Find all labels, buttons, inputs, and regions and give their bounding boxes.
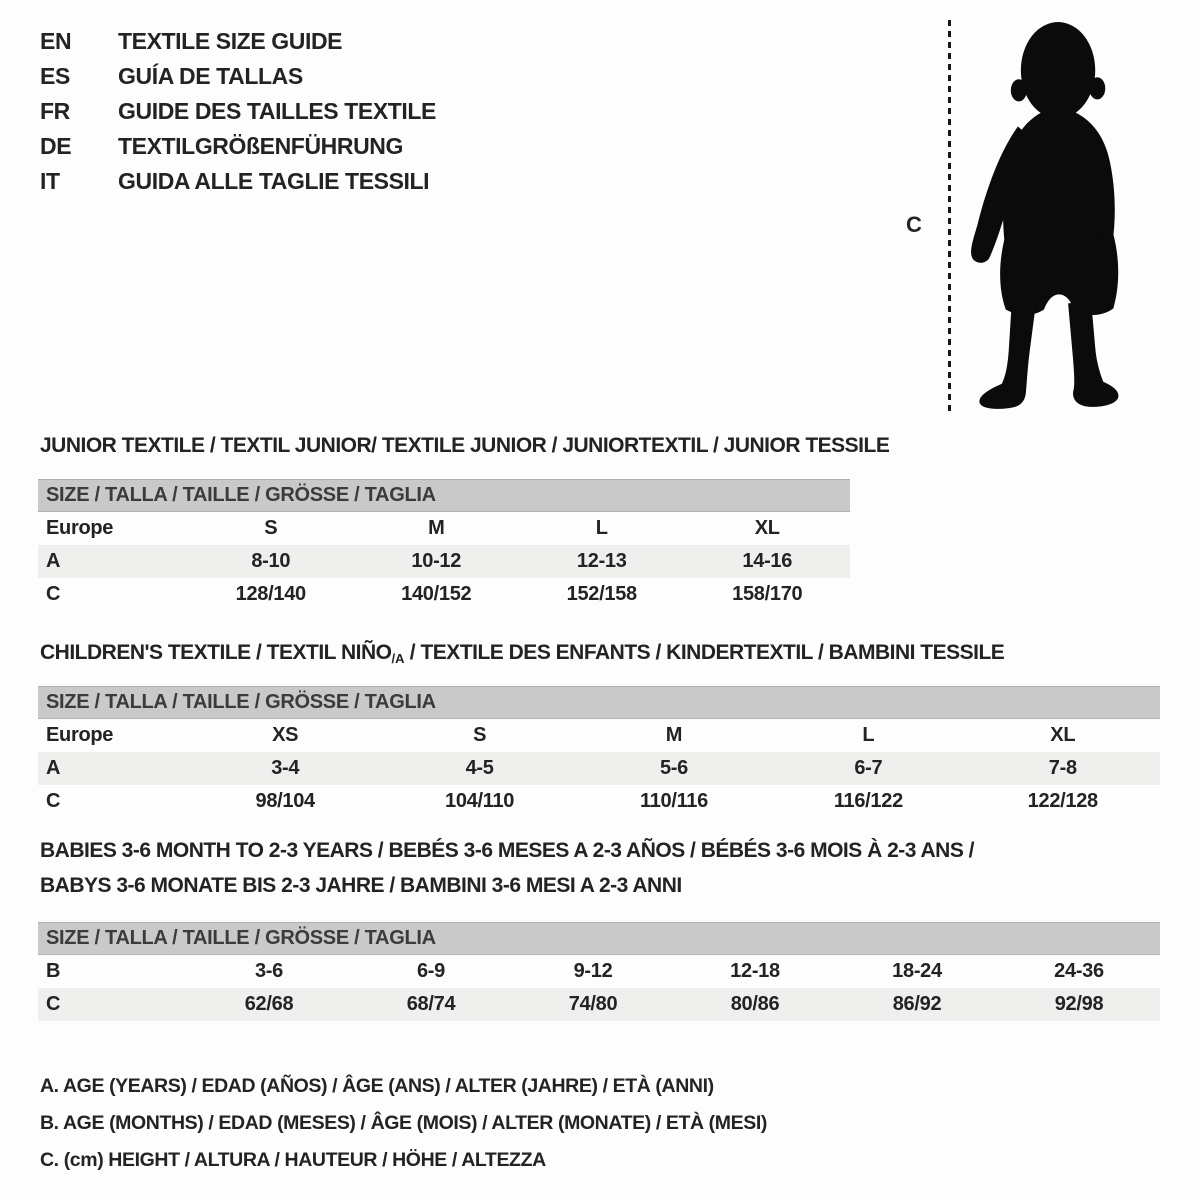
children-title-main: CHILDREN'S TEXTILE / TEXTIL NIÑO (40, 641, 392, 664)
guide-title-de: TEXTILGRÖßENFÜHRUNG (118, 133, 403, 159)
cell: 158/170 (732, 583, 803, 605)
cell: 7-8 (966, 752, 1160, 785)
children-title-subscript: /A (391, 651, 405, 666)
cell: 104/110 (445, 790, 515, 812)
junior-section-title: JUNIOR TEXTILE / TEXTIL JUNIOR/ TEXTILE JUNIOR / JUNIORTEXTIL / JUNIOR TESSILE (40, 434, 890, 457)
language-code: EN (40, 28, 72, 54)
legend-line-a: A. AGE (YEARS) / EDAD (AÑOS) / ÂGE (ANS) / ALTER (JAHRE) / ETÀ (ANNI) (40, 1075, 714, 1097)
cell: 14-16 (685, 545, 851, 578)
cell: 152/158 (566, 583, 637, 605)
cell: L (862, 724, 875, 746)
cell: M (665, 724, 683, 746)
cell: 8-10 (188, 545, 354, 578)
junior-size-table (38, 479, 850, 611)
babies-section-title-line2: BABYS 3-6 MONATE BIS 2-3 JAHRE / BAMBINI 3-6 MESI A 2-3 ANNI (40, 874, 682, 897)
cell: M (428, 517, 445, 539)
cell: 3-4 (188, 752, 382, 785)
table-row (38, 545, 850, 578)
cell: XL (754, 517, 780, 539)
size-header-row (38, 480, 850, 512)
language-code: IT (40, 168, 60, 194)
cell: 3-6 (254, 960, 283, 982)
cell: 9-12 (573, 960, 613, 982)
size-header-row (38, 687, 1160, 719)
guide-title-fr: GUIDE DES TAILLES TEXTILE (118, 98, 436, 124)
cell: 5-6 (577, 752, 771, 785)
children-section-title (40, 641, 1004, 665)
cell: 12-13 (519, 545, 685, 578)
language-row (40, 24, 436, 59)
cell: L (595, 517, 608, 539)
row-label: C (38, 988, 188, 1021)
cell: 116/122 (833, 790, 903, 812)
language-row (40, 94, 436, 129)
size-columns-row (38, 512, 850, 546)
table-row (38, 785, 1160, 818)
cell: 10-12 (354, 545, 520, 578)
language-code: ES (40, 63, 70, 89)
size-header-label: SIZE / TALLA / TAILLE / GRÖSSE / TAGLIA (38, 480, 850, 512)
row-label: B (46, 960, 61, 982)
row-label: Europe (46, 517, 114, 539)
row-label: A (38, 752, 188, 785)
height-dashed-line (948, 20, 951, 416)
guide-title-en: TEXTILE SIZE GUIDE (118, 28, 343, 54)
language-row (40, 164, 436, 199)
row-label: A (38, 545, 188, 578)
cell: 74/80 (512, 988, 674, 1021)
cell: 86/92 (836, 988, 998, 1021)
language-code: DE (40, 133, 72, 159)
cell: 98/104 (255, 790, 315, 812)
table-row (38, 752, 1160, 785)
language-title-block (40, 24, 436, 199)
size-header-row (38, 923, 1160, 955)
language-row (40, 129, 436, 164)
cell: 12-18 (730, 960, 780, 982)
cell: 6-9 (416, 960, 445, 982)
size-header-label: SIZE / TALLA / TAILLE / GRÖSSE / TAGLIA (38, 923, 1160, 955)
cell: 110/116 (639, 790, 708, 812)
children-size-table (38, 686, 1160, 818)
cell: 68/74 (350, 988, 512, 1021)
cell: 62/68 (188, 988, 350, 1021)
table-row (38, 988, 1160, 1021)
toddler-silhouette-image (958, 18, 1142, 420)
cell: 6-7 (771, 752, 965, 785)
cell: XS (272, 724, 299, 746)
cell: 128/140 (235, 583, 306, 605)
guide-title-es: GUÍA DE TALLAS (118, 63, 303, 89)
cell: 18-24 (892, 960, 942, 982)
size-header-label: SIZE / TALLA / TAILLE / GRÖSSE / TAGLIA (38, 687, 1160, 719)
measure-legend (40, 1068, 767, 1179)
table-row (38, 578, 850, 611)
babies-size-table (38, 922, 1160, 1021)
cell: XL (1050, 724, 1076, 746)
row-label: Europe (46, 724, 114, 746)
cell: S (264, 517, 278, 539)
cell: 24-36 (1054, 960, 1104, 982)
legend-line-c: C. (cm) HEIGHT / ALTURA / HAUTEUR / HÖHE / ALTEZZA (40, 1149, 546, 1171)
size-columns-row (38, 719, 1160, 753)
guide-title-it: GUIDA ALLE TAGLIE TESSILI (118, 168, 430, 194)
table-row (38, 955, 1160, 989)
cell: 92/98 (998, 988, 1160, 1021)
cell: 4-5 (382, 752, 576, 785)
legend-line-b: B. AGE (MONTHS) / EDAD (MESES) / ÂGE (MOIS) / ALTER (MONATE) / ETÀ (MESI) (40, 1112, 767, 1134)
row-label: C (46, 790, 61, 812)
children-title-rest: / TEXTILE DES ENFANTS / KINDERTEXTIL / BAMBINI TESSILE (404, 641, 1005, 664)
language-code: FR (40, 98, 70, 124)
language-row (40, 59, 436, 94)
cell: 140/152 (401, 583, 472, 605)
cell: S (473, 724, 487, 746)
babies-section-title-line1: BABIES 3-6 MONTH TO 2-3 YEARS / BEBÉS 3-6 MESES A 2-3 AÑOS / BÉBÉS 3-6 MOIS À 2-3 ANS / (40, 839, 975, 862)
row-label: C (46, 583, 61, 605)
cell: 80/86 (674, 988, 836, 1021)
cell: 122/128 (1027, 790, 1098, 812)
height-marker-label: C (906, 212, 922, 237)
